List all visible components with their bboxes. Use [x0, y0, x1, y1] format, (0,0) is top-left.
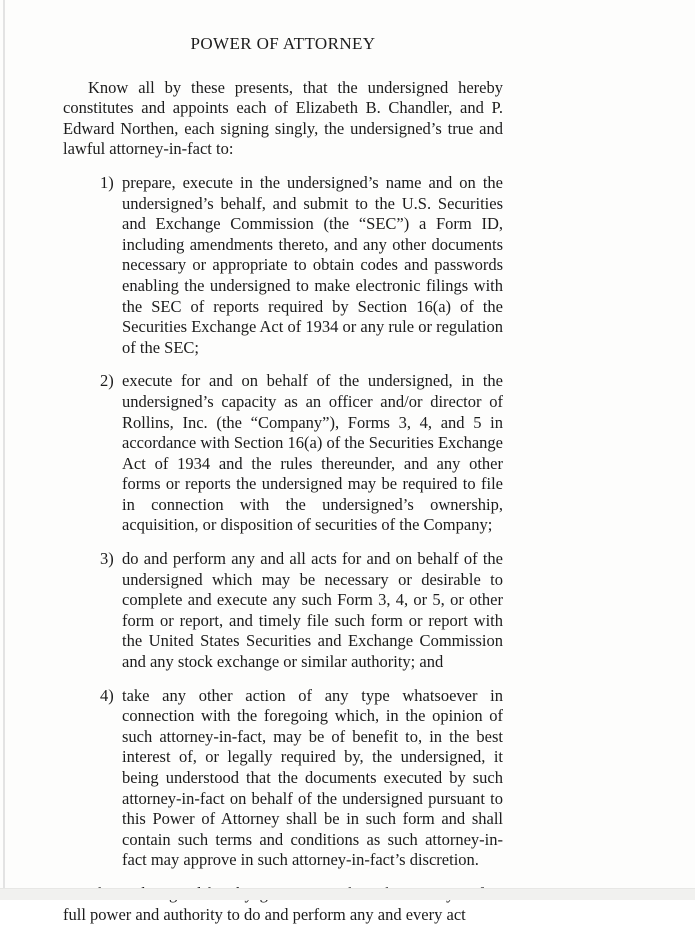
scan-left-edge-artifact [3, 0, 5, 900]
list-item-text: prepare, execute in the undersigned’s name and on the undersigned’s behalf, and submit to the U.S. Securities and Exchange Commission (the “SEC”) a Form ID, including amendments thereto, and any other documents necessary or appropriate to obtain codes and passwords enabling the undersigned to make electronic filings with the SEC of reports required by Section 16(a) of the Securities Exchange Act of 1934 or any rule or regulation of the SEC; [122, 172, 503, 357]
list-item-number: 3) [100, 549, 114, 569]
list-item-number: 1) [100, 172, 114, 192]
closing-paragraph: full power and authority to do and perform any and every act [63, 904, 466, 924]
list-item-number: 4) [100, 685, 114, 705]
powers-list [63, 173, 503, 871]
list-item-text: execute for and on behalf of the undersigned, in the undersigned’s capacity as an officer and/or director of Rollins, Inc. (the “Company”), Forms 3, 4, and 5 in accordance with Section 16(a) of the Securities Exchange Act of 1934 and the rules thereunder, and any other forms or reports the undersigned may be required to file in connection with the undersigned’s ownership, acquisition, or disposition of securities of the Company; [122, 371, 503, 535]
list-item-number: 2) [100, 371, 114, 391]
list-item-text: take any other action of any type whatsoever in connection with the foregoing which, in the opinion of such attorney-in-fact, may be of benefit to, in the best interest of, or legally required by, the undersigned, it being understood that the documents executed by such attorney-in-fact on behalf of the undersigned pursuant to this Power of Attorney shall be in such form and shall contain such terms and conditions as such attorney-in-fact may approve in such attorney-in-fact’s discretion. [122, 685, 503, 870]
list-item-2 [63, 371, 503, 536]
intro-paragraph: Know all by these presents, that the undersigned hereby constitutes and appoints each of Elizabeth B. Chandler, and P. Edward Northen, each signing singly, the undersigned’s true and lawful attorney-in-fact to: [63, 77, 503, 159]
scan-bottom-edge-artifact [0, 888, 695, 900]
list-item-1 [63, 173, 503, 358]
list-item-3 [63, 549, 503, 673]
list-item-4 [63, 686, 503, 871]
page-title: POWER OF ATTORNEY [190, 34, 376, 53]
list-item-text: do and perform any and all acts for and on behalf of the undersigned which may be necessary or desirable to complete and execute any such Form 3, 4, or 5, or other form or report, and timely file such form or report with the United States Securities and Exchange Commission and any stock exchange or similar authority; and [122, 549, 503, 672]
document-content [63, 34, 503, 925]
